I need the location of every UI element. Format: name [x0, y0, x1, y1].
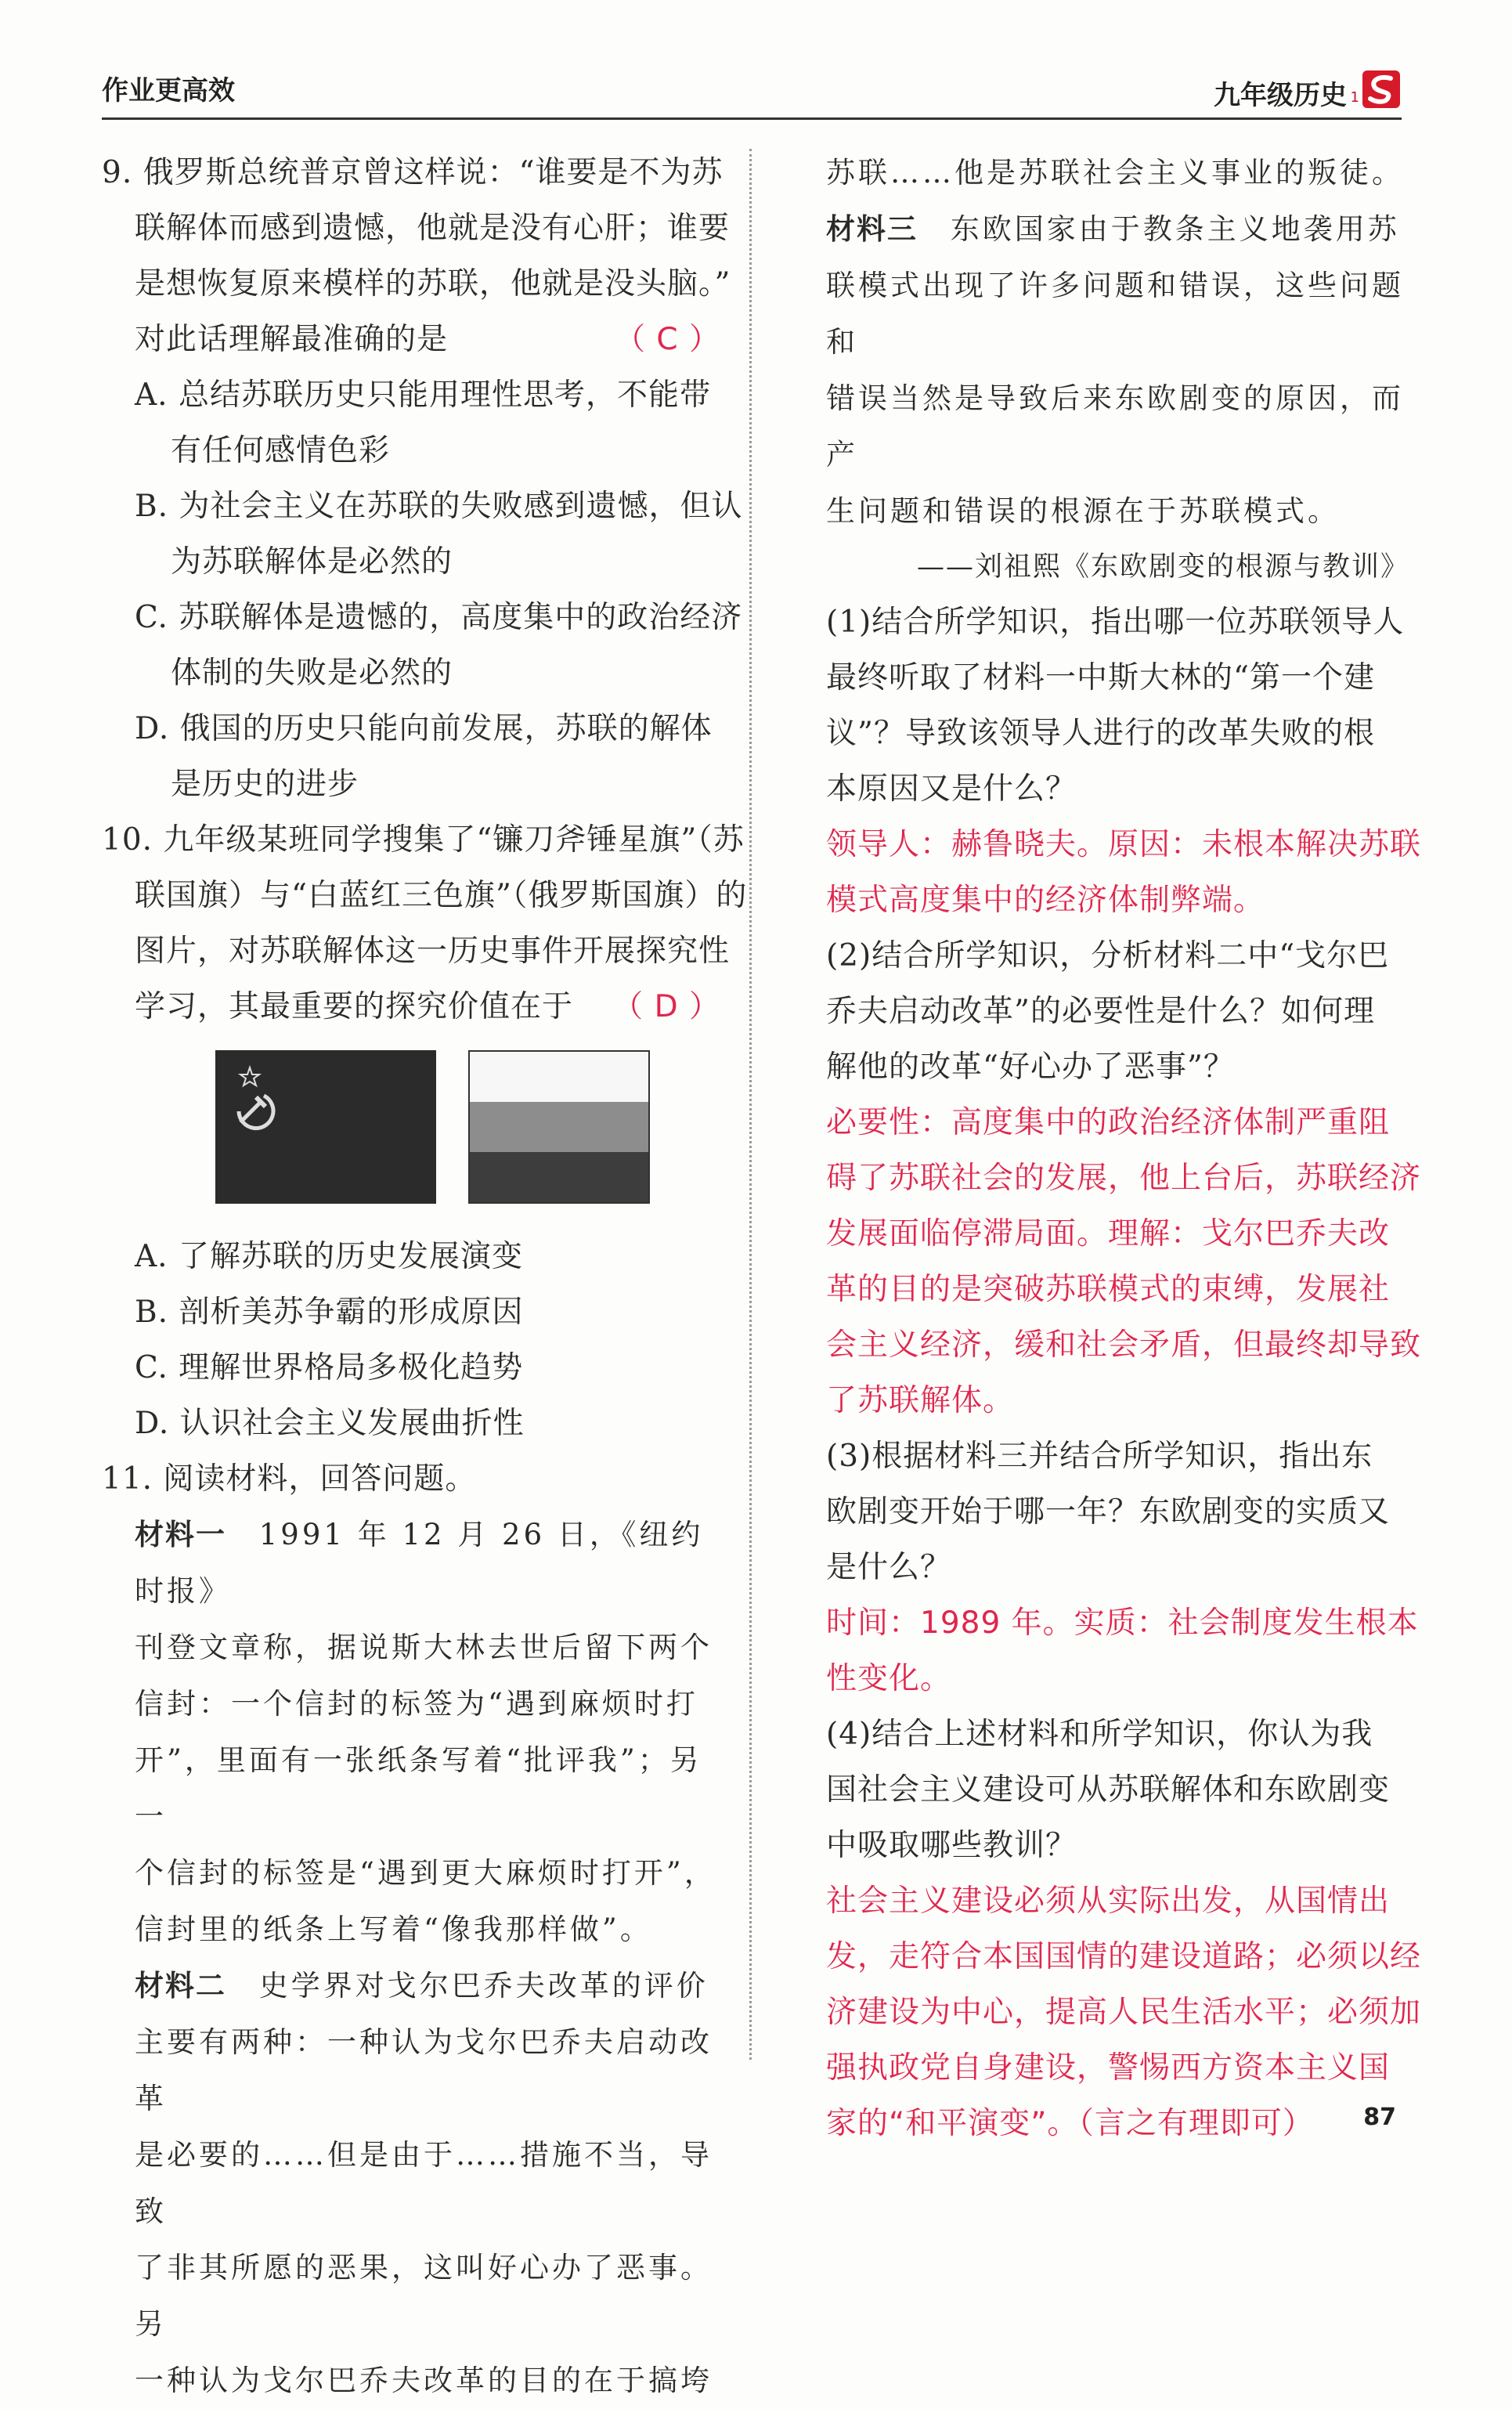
option-d: D. 认识社会主义发展曲折性	[135, 1406, 525, 1441]
subquestion-2: (2)结合所学知识，分析材料二中“戈尔巴	[826, 938, 1390, 973]
material-text: 主要有两种：一种认为戈尔巴乔夫启动改革	[135, 2025, 713, 2115]
page-header	[102, 69, 1402, 116]
option-d-cont: 是历史的进步	[171, 767, 359, 802]
flag-band-red	[470, 1152, 648, 1202]
material-text: 信封：一个信封的标签为“遇到麻烦时打	[135, 1687, 698, 1721]
question-10	[102, 812, 748, 1451]
material-text: 刊登文章称，据说斯大林去世后留下两个	[135, 1631, 713, 1664]
material-text: 联模式出现了许多问题和错误，这些问题和	[826, 269, 1404, 359]
question-9	[102, 145, 743, 812]
answer-4: 强执政党自身建设，警惕西方资本主义国	[826, 2050, 1391, 2086]
answer-2: 必要性：高度集中的政治经济体制严重阻	[826, 1105, 1391, 1140]
header-rule	[102, 117, 1402, 120]
material-text: 是必要的……但是由于……措施不当，导致	[135, 2138, 713, 2228]
hammer-sickle-icon	[215, 1050, 436, 1204]
option-a-cont: 有任何感情色彩	[171, 433, 391, 468]
subquestion-2: 乔夫启动改革”的必要性是什么？如何理	[826, 994, 1375, 1029]
answer-3: 性变化。	[826, 1661, 952, 1696]
subquestion-4: (4)结合上述材料和所学知识，你认为我	[826, 1717, 1373, 1752]
question-text: 9. 俄罗斯总统普京曾这样说：“谁要是不为苏	[102, 155, 724, 190]
material-text: 个信封的标签是“遇到更大麻烦时打开”，	[135, 1856, 716, 1890]
material-1-label: 材料一	[135, 1518, 226, 1551]
publisher-logo-icon	[1361, 69, 1402, 110]
question-text: 对此话理解最准确的是	[135, 322, 449, 357]
material-text: 信封里的纸条上写着“像我那样做”。	[135, 1912, 652, 1946]
question-text: 图片，对苏联解体这一历史事件开展探究性	[135, 934, 731, 969]
option-c-cont: 体制的失败是必然的	[171, 656, 453, 691]
question-text: 是想恢复原来模样的苏联，他就是没头脑。”	[135, 266, 731, 302]
option-d: D. 俄国的历史只能向前发展，苏联的解体	[135, 711, 713, 746]
material-text: 生问题和错误的根源在于苏联模式。	[826, 494, 1340, 528]
question-text: 10. 九年级某班同学搜集了“镰刀斧锤星旗”（苏	[102, 822, 745, 858]
option-b-cont: 为苏联解体是必然的	[171, 544, 453, 580]
question-stem-line	[102, 979, 720, 1035]
header-right-title: 九年级历史	[1214, 80, 1347, 111]
question-text: 联国旗）与“白蓝红三色旗”（俄罗斯国旗）的	[135, 878, 748, 913]
answer-2: 碍了苏联社会的发展，他上台后，苏联经济	[826, 1161, 1422, 1196]
material-2-first-line	[102, 1958, 720, 2014]
flag-band-blue	[470, 1102, 648, 1152]
answer-2: 革的目的是突破苏联模式的束缚，发展社	[826, 1272, 1391, 1307]
question-stem-line	[102, 312, 720, 367]
page-number: 87	[1363, 2104, 1396, 2131]
subquestion-4: 国社会主义建设可从苏联解体和东欧剧变	[826, 1772, 1391, 1808]
header-right-sub: 1	[1350, 89, 1359, 106]
subquestion-1: (1)结合所学知识，指出哪一位苏联领导人	[826, 605, 1405, 640]
subquestion-2: 解他的改革“好心办了恶事”？	[826, 1049, 1235, 1085]
option-b: B. 为社会主义在苏联的失败感到遗憾，但认	[135, 489, 743, 524]
subquestion-4: 中吸取哪些教训？	[826, 1828, 1077, 1863]
question-intro: 11. 阅读材料，回答问题。	[102, 1461, 477, 1497]
subquestion-3: (3)根据材料三并结合所学知识，指出东	[826, 1439, 1373, 1474]
material-3-first-line	[826, 201, 1409, 258]
material-2-label: 材料二	[135, 1969, 226, 2003]
answer-3: 时间：1989 年。实质：社会制度发生根本	[826, 1605, 1419, 1641]
material-3-label: 材料三	[826, 212, 918, 246]
subquestion-3: 是什么？	[826, 1550, 952, 1585]
subquestion-1: 本原因又是什么？	[826, 771, 1077, 807]
answer-choice: （ C ）	[614, 322, 720, 357]
option-b: B. 剖析美苏争霸的形成原因	[135, 1295, 524, 1330]
left-column	[102, 145, 748, 2409]
question-11	[102, 1451, 720, 2409]
soviet-flag-image	[215, 1050, 436, 1204]
question-text: 学习，其最重要的探究价值在于	[135, 989, 574, 1024]
answer-choice: （ D ）	[612, 989, 720, 1024]
option-a: A. 总结苏联历史只能用理性思考，不能带	[135, 377, 711, 413]
russian-flag-image	[468, 1050, 650, 1204]
answer-4: 社会主义建设必须从实际出发，从国情出	[826, 1883, 1391, 1919]
material-text: 史学界对戈尔巴乔夫改革的评价	[258, 1969, 709, 2003]
material-text: 错误当然是导致后来东欧剧变的原因，而产	[826, 381, 1404, 471]
right-column	[826, 145, 1422, 2151]
question-text: 联解体而感到遗憾，他就是没有心肝；谁要	[135, 211, 731, 246]
option-c: C. 苏联解体是遗憾的，高度集中的政治经济	[135, 600, 743, 635]
header-left-title: 作业更高效	[102, 75, 235, 107]
subquestion-3: 欧剧变开始于哪一年？东欧剧变的实质又	[826, 1494, 1391, 1530]
material-text: 东欧国家由于教条主义地袭用苏	[950, 212, 1400, 246]
column-divider	[749, 149, 752, 2060]
answer-1: 模式高度集中的经济体制弊端。	[826, 883, 1265, 918]
flag-images	[215, 1050, 720, 1215]
option-a: A. 了解苏联的历史发展演变	[135, 1239, 523, 1274]
answer-2: 了苏联解体。	[826, 1383, 1015, 1418]
material-text: 了非其所愿的恶果，这叫好心办了恶事。另	[135, 2251, 713, 2341]
answer-1: 领导人：赫鲁晓夫。原因：未根本解决苏联	[826, 827, 1422, 862]
answer-2: 会主义经济，缓和社会矛盾，但最终却导致	[826, 1327, 1422, 1363]
material-text: 1991 年 12 月 26 日，《纽约时报》	[135, 1518, 704, 1608]
answer-4: 发，走符合本国国情的建设道路；必须以经	[826, 1939, 1422, 1974]
answer-4: 家的“和平演变”。（言之有理即可）	[826, 2106, 1314, 2141]
material-1-first-line	[102, 1507, 720, 1620]
material-text: 开”，里面有一张纸条写着“批评我”；另一	[135, 1743, 702, 1833]
subquestion-1: 最终听取了材料一中斯大林的“第一个建	[826, 660, 1375, 695]
flag-band-white	[470, 1052, 648, 1102]
answer-4: 济建设为中心，提高人民生活水平；必须加	[826, 1995, 1422, 2030]
subquestion-1: 议”？导致该领导人进行的改革失败的根	[826, 716, 1375, 751]
material-text: 苏联……他是苏联社会主义事业的叛徒。	[826, 156, 1404, 190]
material-3-source: ——刘祖熙《东欧剧变的根源与教训》	[916, 551, 1409, 583]
answer-2: 发展面临停滞局面。理解：戈尔巴乔夫改	[826, 1216, 1391, 1251]
material-text: 一种认为戈尔巴乔夫改革的目的在于搞垮	[135, 2364, 713, 2397]
option-c: C. 理解世界格局多极化趋势	[135, 1350, 524, 1385]
